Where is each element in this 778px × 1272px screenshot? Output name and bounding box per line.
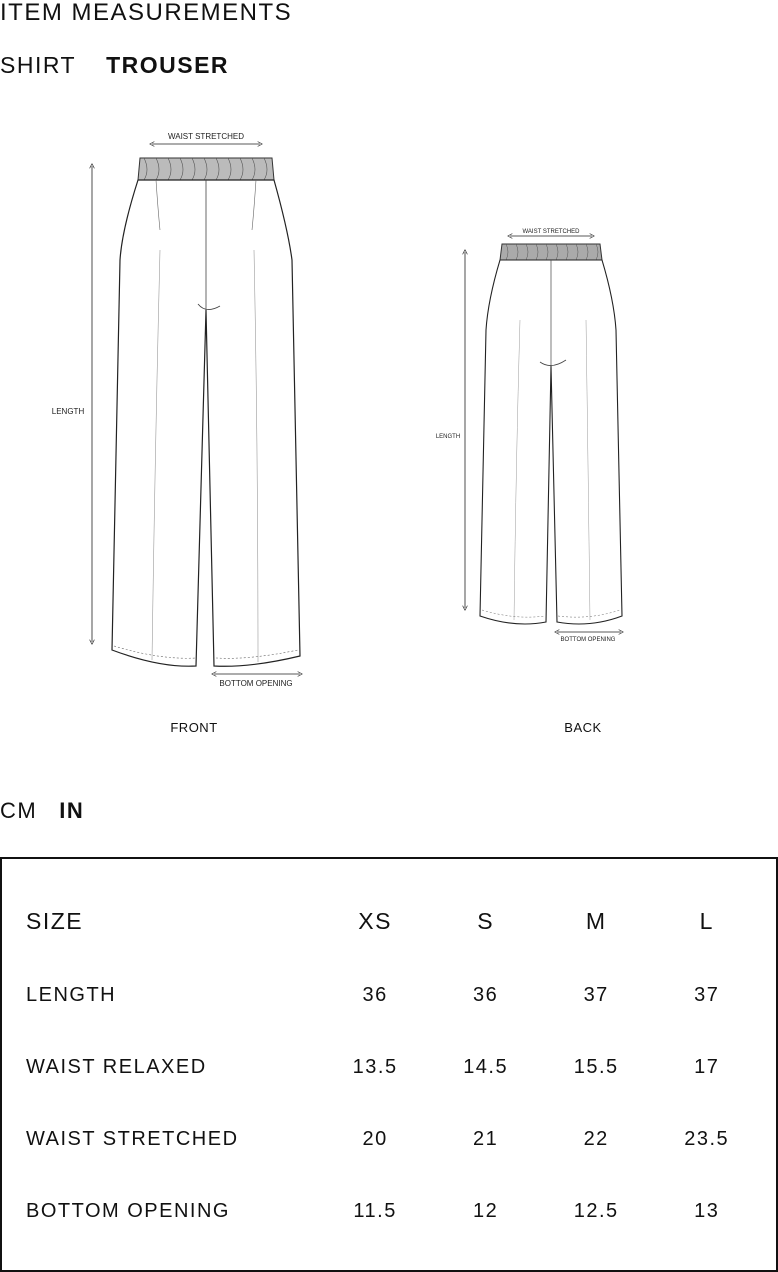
tab-trouser[interactable]: TROUSER (106, 52, 230, 78)
front-waist-stretched-label: WAIST STRETCHED (167, 132, 245, 141)
table-cell: 36 (362, 983, 388, 1006)
table-cell: 20 (362, 1127, 388, 1150)
header-xs: XS (358, 907, 392, 934)
table-cell: 11.5 (353, 1199, 397, 1222)
front-length-label: LENGTH (51, 407, 85, 416)
table-cell: 37 (694, 983, 720, 1006)
row-label-waist-stretched: WAIST STRETCHED (26, 1127, 239, 1150)
table-cell: 21 (473, 1127, 499, 1150)
table-cell: 14.5 (463, 1055, 509, 1078)
table-cell: 13 (694, 1199, 720, 1222)
size-table (26, 883, 762, 1247)
table-row (26, 959, 762, 1031)
front-caption: FRONT (170, 720, 218, 735)
table-cell: 15.5 (573, 1055, 619, 1078)
back-view (436, 229, 622, 735)
front-bottom-opening-label: BOTTOM OPENING (219, 679, 293, 688)
page-title: ITEM MEASUREMENTS (0, 0, 293, 26)
header-s: S (477, 907, 495, 934)
tab-shirt[interactable]: SHIRT (0, 52, 77, 78)
row-label-waist-relaxed: WAIST RELAXED (26, 1055, 207, 1078)
table-row (26, 1031, 762, 1103)
unit-cm[interactable]: CM (0, 798, 38, 823)
table-cell: 23.5 (684, 1127, 730, 1150)
table-row (26, 1175, 762, 1247)
header-m: M (585, 907, 607, 934)
front-view (52, 132, 300, 735)
back-caption: BACK (564, 720, 602, 735)
header-l: L (699, 907, 714, 934)
table-cell: 22 (583, 1127, 609, 1150)
trouser-illustration (0, 100, 778, 760)
row-label-bottom-opening: BOTTOM OPENING (26, 1199, 230, 1222)
table-row (26, 1103, 762, 1175)
row-label-length: LENGTH (26, 983, 117, 1006)
size-chart (0, 857, 778, 1272)
back-bottom-opening-label: BOTTOM OPENING (560, 637, 616, 643)
table-cell: 12.5 (573, 1199, 619, 1222)
back-length-label: LENGTH (435, 434, 461, 440)
table-header-row (26, 883, 762, 959)
table-cell: 36 (473, 983, 499, 1006)
back-waist-stretched-label: WAIST STRETCHED (522, 229, 580, 235)
unit-toggle (0, 798, 84, 824)
table-cell: 12 (473, 1199, 499, 1222)
table-cell: 37 (583, 983, 609, 1006)
header-size: SIZE (26, 907, 84, 934)
unit-in[interactable]: IN (59, 798, 85, 823)
garment-tabs (0, 52, 229, 80)
table-cell: 13.5 (352, 1055, 398, 1078)
table-cell: 17 (694, 1055, 720, 1078)
